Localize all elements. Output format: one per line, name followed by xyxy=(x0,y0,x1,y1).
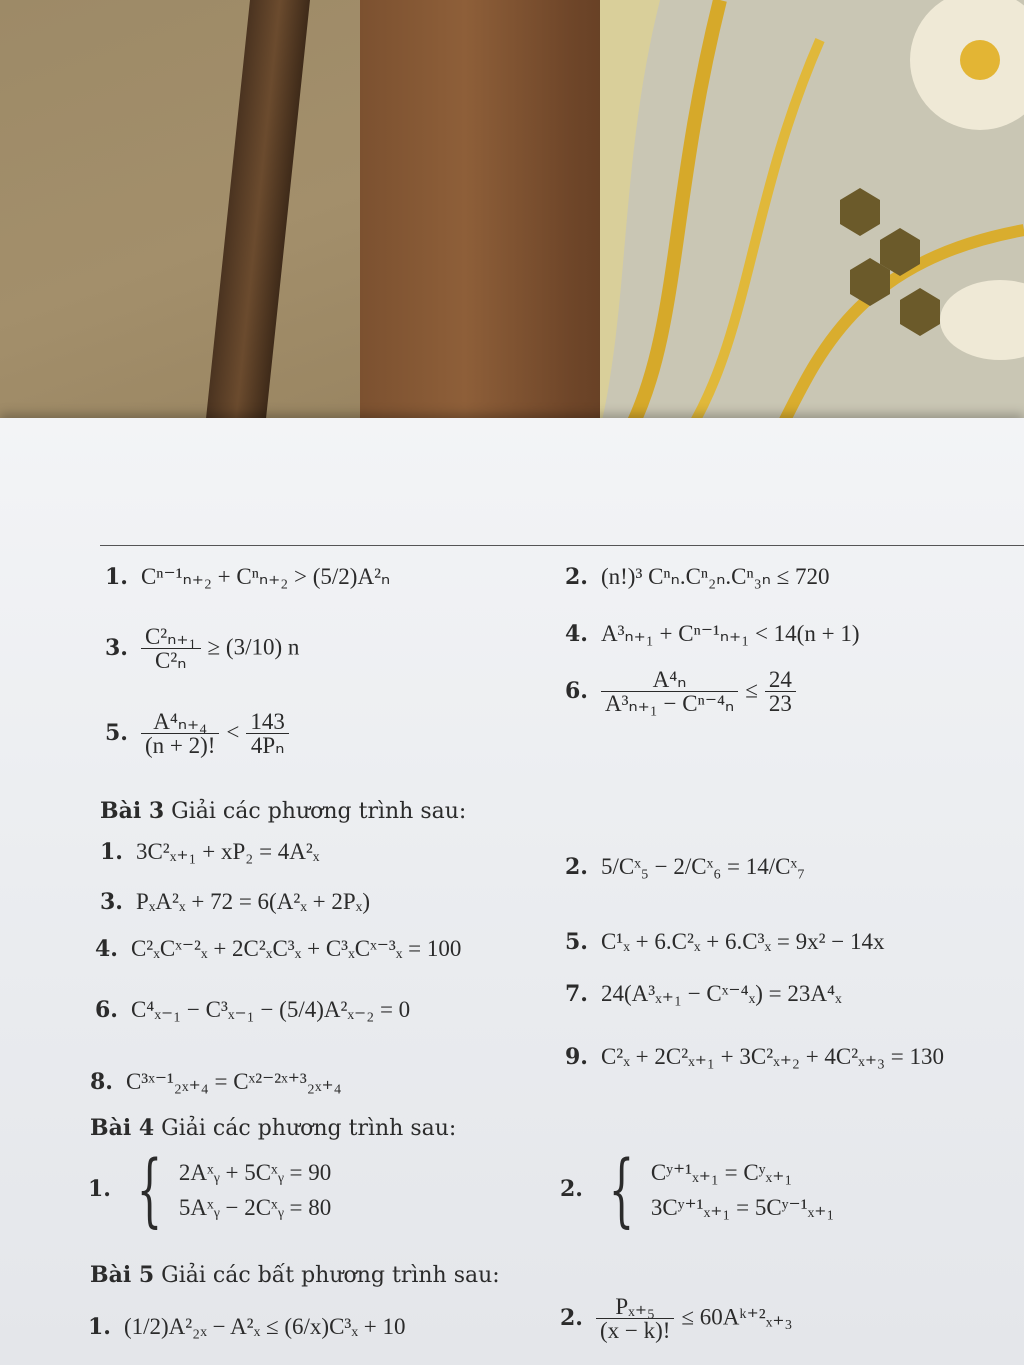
problem-bai3-7 xyxy=(565,982,842,1006)
problem-number: 5. xyxy=(105,719,128,746)
problem-prev-3 xyxy=(105,625,299,672)
fraction xyxy=(601,668,738,715)
fraction xyxy=(141,710,219,757)
problem-number: 1. xyxy=(88,1314,111,1340)
system-line: Cʸ⁺¹ₓ₊₁ = Cʸₓ₊₁ xyxy=(650,1160,793,1185)
math-expression: C⁴ₓ₋₁ − C³ₓ₋₁ − (5/4)A²ₓ₋₂ = 0 xyxy=(130,997,411,1022)
math-expression: ≥ (3/10) n xyxy=(207,634,300,660)
problem-bai4-1 xyxy=(88,1143,332,1236)
fraction-denominator: 4Pₙ xyxy=(250,733,285,758)
problem-number: 4. xyxy=(565,621,588,647)
math-expression: C³ˣ⁻¹₂ₓ₊₄ = Cˣ²⁻²ˣ⁺³₂ₓ₊₄ xyxy=(125,1069,342,1094)
fraction xyxy=(596,1295,674,1342)
fraction xyxy=(246,710,289,757)
heading-text: Giải các bất phương trình sau: xyxy=(154,1263,500,1288)
brace-icon: { xyxy=(608,1143,635,1236)
problem-prev-5 xyxy=(105,710,289,757)
section-heading-bai5 xyxy=(90,1262,500,1288)
fraction-numerator: A⁴ₙ xyxy=(601,668,738,692)
problem-number: 6. xyxy=(565,677,588,704)
math-expression: C²ₓCˣ⁻²ₓ + 2C²ₓC³ₓ + C³ₓCˣ⁻³ₓ = 100 xyxy=(130,936,462,961)
problem-number: 8. xyxy=(90,1069,113,1095)
problem-number: 1. xyxy=(105,564,128,590)
math-expression: < xyxy=(226,719,240,745)
problem-number: 5. xyxy=(565,929,588,955)
heading-text: Giải các phương trình sau: xyxy=(154,1116,457,1141)
fraction-denominator: (n + 2)! xyxy=(144,733,216,758)
fraction-numerator: 143 xyxy=(246,710,289,734)
math-expression: A³ₙ₊₁ + Cⁿ⁻¹ₙ₊₁ < 14(n + 1) xyxy=(600,621,860,646)
problem-bai3-9 xyxy=(565,1045,944,1069)
equation-system xyxy=(124,1143,332,1236)
fraction-numerator: 24 xyxy=(765,668,796,692)
heading-text: Giải các phương trình sau: xyxy=(164,799,467,824)
math-expression: C²ₓ + 2C²ₓ₊₁ + 3C²ₓ₊₂ + 4C²ₓ₊₃ = 130 xyxy=(600,1044,944,1069)
problem-prev-4 xyxy=(565,622,859,646)
math-expression: Cⁿ⁻¹ₙ₊₂ + Cⁿₙ₊₂ > (5/2)A²ₙ xyxy=(140,564,391,589)
problem-bai3-8 xyxy=(90,1070,342,1094)
fraction-numerator: A⁴ₙ₊₄ xyxy=(141,710,219,734)
problem-bai5-1 xyxy=(88,1315,405,1339)
math-expression: (1/2)A²₂ₓ − A²ₓ ≤ (6/x)C³ₓ + 10 xyxy=(123,1314,406,1339)
problem-bai3-3 xyxy=(100,890,370,914)
problem-prev-2 xyxy=(565,565,830,589)
math-expression: PₓA²ₓ + 72 = 6(A²ₓ + 2Pₓ) xyxy=(135,889,370,914)
math-expression: ≤ 60Aᵏ⁺²ₓ₊₃ xyxy=(681,1304,793,1330)
fraction-numerator: Pₓ₊₅ xyxy=(596,1295,674,1319)
problem-number: 9. xyxy=(565,1044,588,1070)
problem-prev-1 xyxy=(105,565,390,589)
problem-number: 1. xyxy=(100,839,123,865)
brace-icon: { xyxy=(136,1143,163,1236)
problem-bai4-2 xyxy=(560,1143,835,1236)
heading-label: Bài 4 xyxy=(90,1115,155,1141)
problem-number: 6. xyxy=(95,997,118,1023)
problem-bai3-6 xyxy=(95,998,410,1022)
math-expression: C¹ₓ + 6.C²ₓ + 6.C³ₓ = 9x² − 14x xyxy=(600,929,885,954)
heading-label: Bài 5 xyxy=(90,1262,155,1288)
fraction-numerator: C²ₙ₊₁ xyxy=(141,625,201,649)
problem-bai3-2 xyxy=(565,855,805,879)
problem-bai3-4 xyxy=(95,937,461,961)
problem-number: 2. xyxy=(560,1176,583,1202)
equation-system xyxy=(596,1143,835,1236)
problem-bai5-2 xyxy=(560,1295,793,1342)
problem-number: 3. xyxy=(100,889,123,915)
math-expression: 5/Cˣ₅ − 2/Cˣ₆ = 14/Cˣ₇ xyxy=(600,854,806,879)
fraction-denominator: (x − k)! xyxy=(599,1318,671,1343)
fraction-denominator: C²ₙ xyxy=(155,648,187,673)
problem-number: 3. xyxy=(105,634,128,661)
fraction xyxy=(765,668,796,715)
lace-doily xyxy=(600,0,1024,430)
fraction-denominator: A³ₙ₊₁ − Cⁿ⁻⁴ₙ xyxy=(604,691,735,716)
problem-number: 2. xyxy=(565,564,588,590)
math-expression: 24(A³ₓ₊₁ − Cˣ⁻⁴ₓ) = 23A⁴ₓ xyxy=(600,981,842,1006)
top-rule-line xyxy=(100,545,1024,546)
math-expression: ≤ xyxy=(745,677,758,703)
problem-bai3-5 xyxy=(565,930,884,954)
system-line: 5Aˣᵧ − 2Cˣᵧ = 80 xyxy=(178,1195,332,1220)
problem-number: 7. xyxy=(565,981,588,1007)
system-line: 2Aˣᵧ + 5Cˣᵧ = 90 xyxy=(178,1160,332,1185)
section-heading-bai4 xyxy=(90,1115,456,1141)
problem-number: 1. xyxy=(88,1176,111,1202)
heading-label: Bài 3 xyxy=(100,798,165,824)
problem-number: 4. xyxy=(95,936,118,962)
fraction-denominator: 23 xyxy=(768,691,792,716)
section-heading-bai3 xyxy=(100,798,466,824)
problem-bai3-1 xyxy=(100,840,319,864)
problem-prev-6 xyxy=(565,668,796,715)
problem-number: 2. xyxy=(565,854,588,880)
math-expression: (n!)³ Cⁿₙ.Cⁿ₂ₙ.Cⁿ₃ₙ ≤ 720 xyxy=(600,564,830,589)
system-line: 3Cʸ⁺¹ₓ₊₁ = 5Cʸ⁻¹ₓ₊₁ xyxy=(650,1195,835,1220)
problem-number: 2. xyxy=(560,1304,583,1331)
math-expression: 3C²ₓ₊₁ + xP₂ = 4A²ₓ xyxy=(135,839,320,864)
fraction xyxy=(141,625,201,672)
